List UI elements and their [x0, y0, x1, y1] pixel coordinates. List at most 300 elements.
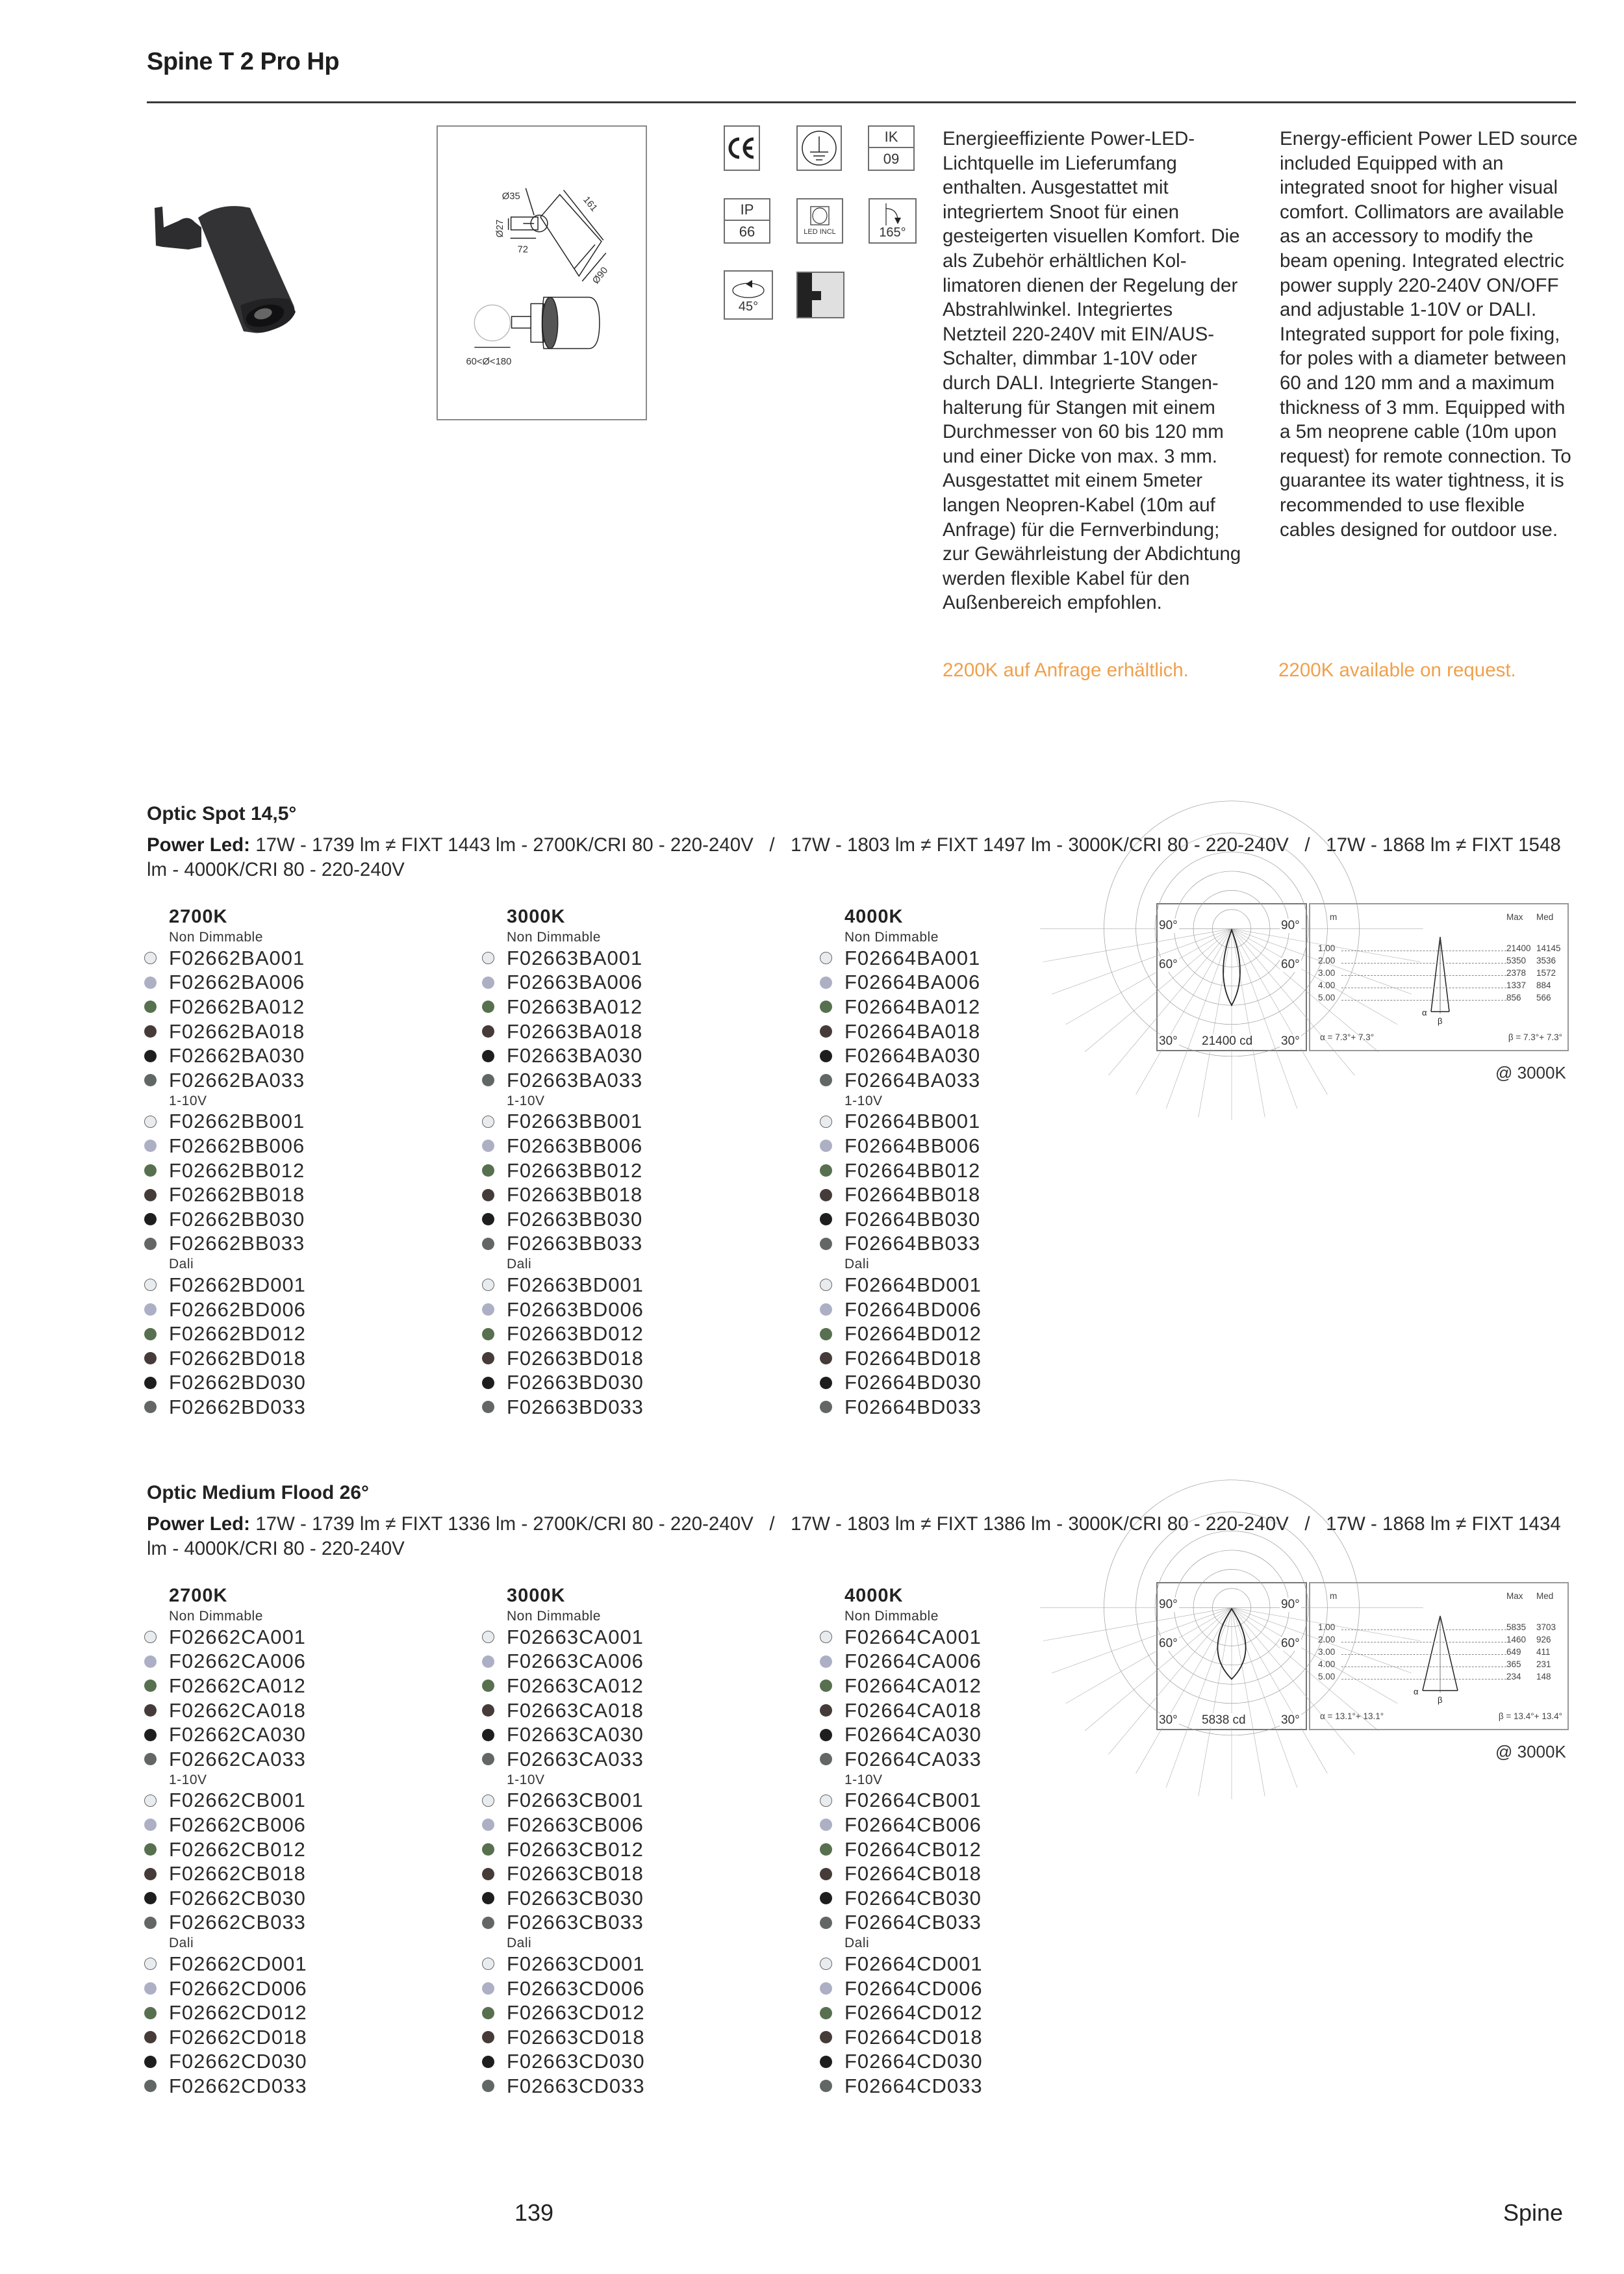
- product-code: F02662BB006: [169, 1134, 305, 1157]
- med-lux-value: 926: [1536, 1635, 1551, 1644]
- product-code: F02663BD030: [507, 1371, 644, 1394]
- product-code: F02662CB012: [169, 1837, 306, 1861]
- color-swatch-icon: [820, 2007, 832, 2019]
- color-swatch-icon: [482, 1116, 494, 1128]
- product-code-row: [144, 1625, 469, 1650]
- product-code-row: [820, 1722, 1145, 1747]
- color-swatch-icon: [820, 1303, 832, 1316]
- color-swatch-icon: [482, 1189, 494, 1201]
- product-code-row: [482, 2000, 807, 2025]
- color-swatch-icon: [482, 1655, 494, 1668]
- color-swatch-icon: [482, 1279, 494, 1291]
- product-code-row: [144, 1747, 469, 1772]
- product-code-row: [482, 1019, 807, 1044]
- color-swatch-icon: [482, 1704, 494, 1717]
- reference-temperature: @ 3000K: [1495, 1063, 1566, 1082]
- color-swatch-icon: [482, 1377, 494, 1389]
- color-swatch-icon: [820, 1164, 832, 1177]
- color-swatch-icon: [820, 1328, 832, 1340]
- med-lux-value: 14145: [1536, 943, 1561, 953]
- product-code: F02662CD018: [169, 2025, 307, 2049]
- product-code-row: [144, 1322, 469, 1346]
- product-code: F02662BD030: [169, 1371, 306, 1394]
- med-lux-value: 231: [1536, 1659, 1551, 1669]
- polar-peak-intensity: 5838 cd: [1202, 1713, 1246, 1727]
- color-swatch-icon: [482, 1868, 494, 1880]
- product-code: F02662BB033: [169, 1232, 305, 1255]
- product-code-row: [144, 1789, 469, 1813]
- product-code-row: [482, 1207, 807, 1232]
- note-2200k-german: 2200K auf Anfrage erhältlich.: [943, 659, 1189, 681]
- product-code: F02664CA030: [844, 1723, 982, 1746]
- polar-label-30-left: 30°: [1159, 1713, 1178, 1727]
- color-swatch-icon: [482, 1050, 494, 1062]
- color-swatch-icon: [144, 1631, 157, 1643]
- product-code: F02663CA030: [507, 1723, 644, 1746]
- protective-earth-icon: [796, 125, 842, 171]
- code-column-3000k: [482, 1583, 807, 2099]
- product-code: F02662BD006: [169, 1297, 306, 1321]
- product-code-row: [820, 1232, 1145, 1257]
- med-lux-value: 1572: [1536, 968, 1556, 978]
- dim-pole: 60<Ø<180: [466, 357, 512, 368]
- product-code-row: [144, 1861, 469, 1886]
- product-code-row: [482, 1273, 807, 1297]
- color-swatch-icon: [482, 1958, 494, 1970]
- footer-brand: Spine: [1503, 2199, 1564, 2226]
- color-swatch-icon: [482, 1328, 494, 1340]
- product-code-row: [820, 2000, 1145, 2025]
- color-swatch-icon: [144, 1352, 157, 1364]
- product-code: F02663BA018: [507, 1019, 643, 1043]
- color-swatch-icon: [482, 1892, 494, 1904]
- color-swatch-icon: [482, 1819, 494, 1831]
- product-code: F02663BA033: [507, 1068, 643, 1092]
- max-lux-value: 1460: [1506, 1635, 1527, 1644]
- dimming-group-label: Non Dimmable: [507, 930, 601, 945]
- color-swatch-icon: [820, 1140, 832, 1152]
- product-code: F02664BD006: [844, 1297, 982, 1321]
- svg-text:α: α: [1422, 1008, 1427, 1017]
- product-code: F02663BB018: [507, 1183, 643, 1207]
- product-code-row: [482, 1297, 807, 1322]
- product-code: F02663BD001: [507, 1273, 644, 1296]
- distance-unit-label: m: [1330, 912, 1338, 922]
- distance-unit-label: m: [1330, 1591, 1338, 1601]
- dimming-group-label: Dali: [844, 1935, 870, 1951]
- product-code-row: [144, 1722, 469, 1747]
- product-code-row: [144, 1158, 469, 1183]
- dimming-group-label: Non Dimmable: [169, 930, 263, 945]
- product-code-row: [144, 1886, 469, 1911]
- product-code-row: [482, 1861, 807, 1886]
- color-swatch-icon: [820, 1704, 832, 1717]
- color-swatch-icon: [820, 2080, 832, 2092]
- product-code: F02662CD012: [169, 2001, 307, 2025]
- color-swatch-icon: [144, 1843, 157, 1856]
- color-swatch-icon: [482, 2031, 494, 2043]
- max-lux-value: 856: [1506, 993, 1521, 1003]
- illuminance-row: [1318, 993, 1565, 1005]
- dimming-group-label: Dali: [169, 1257, 194, 1272]
- polar-label-60-right: 60°: [1281, 958, 1300, 971]
- product-code-row: [144, 1297, 469, 1322]
- product-code: F02663CD001: [507, 1952, 645, 1975]
- max-lux-value: 5835: [1506, 1622, 1527, 1632]
- ip-rating-badge: IP 66: [724, 198, 770, 244]
- product-code-row: [482, 1813, 807, 1837]
- product-code: F02663CA006: [507, 1650, 644, 1673]
- power-led-values: 17W - 1739 lm ≠ FIXT 1336 lm - 2700K/CRI 80 - 220-240V / 17W - 1803 lm ≠ FIXT 1386 lm - 3000K/CRI 80 - 220-240V / 17W - 1868 lm ≠ FIXT 1434 lm - 4000K/CRI 80 - 220-240V: [147, 1513, 1566, 1559]
- product-code-row: [144, 1911, 469, 1935]
- beta-angle: β = 13.4°+ 13.4°: [1498, 1711, 1562, 1721]
- color-swatch-icon: [820, 1352, 832, 1364]
- product-code-row: [144, 946, 469, 971]
- distance-value: 2.00: [1318, 1635, 1336, 1644]
- product-code-row: [482, 1789, 807, 1813]
- product-code: F02664CD018: [844, 2025, 983, 2049]
- product-code: F02664BA033: [844, 1068, 981, 1092]
- dimming-group-label: Dali: [169, 1935, 194, 1951]
- dim-d35: Ø35: [501, 191, 520, 202]
- reference-temperature: @ 3000K: [1495, 1742, 1566, 1761]
- color-swatch-icon: [144, 1982, 157, 1995]
- product-code-row: [144, 1182, 469, 1207]
- product-code: F02662BA018: [169, 1019, 305, 1043]
- color-swatch-icon: [482, 1303, 494, 1316]
- product-code: F02663BB006: [507, 1134, 643, 1157]
- color-swatch-icon: [482, 977, 494, 989]
- product-code-row: [820, 1837, 1145, 1862]
- max-lux-value: 2378: [1506, 968, 1527, 978]
- product-code-row: [482, 1232, 807, 1257]
- product-code-row: [820, 1158, 1145, 1183]
- dim-d90: Ø90: [590, 265, 611, 287]
- product-code: F02664CB006: [844, 1813, 982, 1836]
- product-code: F02662CA006: [169, 1650, 306, 1673]
- power-led-spec: [147, 833, 1576, 882]
- product-code-row: [144, 1110, 469, 1134]
- product-code: F02664CD030: [844, 2050, 983, 2073]
- product-code: F02664BD001: [844, 1273, 982, 1296]
- dimming-group-label: Non Dimmable: [169, 1609, 263, 1624]
- dimming-group-label: 1-10V: [169, 1772, 207, 1787]
- color-swatch-icon: [144, 1025, 157, 1038]
- product-code-row: [820, 1207, 1145, 1232]
- title-divider: [147, 101, 1576, 103]
- color-swatch-icon: [820, 1279, 832, 1291]
- product-code: F02662CA033: [169, 1747, 306, 1770]
- product-code-row: [820, 1861, 1145, 1886]
- color-swatch-icon: [144, 1655, 157, 1668]
- product-code-row: [820, 1976, 1145, 2001]
- product-code: F02662CA012: [169, 1674, 306, 1697]
- color-swatch-icon: [820, 1189, 832, 1201]
- color-swatch-icon: [144, 1279, 157, 1291]
- color-swatch-icon: [144, 952, 157, 964]
- product-code-row: [144, 995, 469, 1019]
- product-code: F02662CB018: [169, 1862, 306, 1885]
- alpha-angle: α = 13.1°+ 13.1°: [1320, 1711, 1384, 1721]
- tilt-arrow-icon: 165°: [869, 198, 917, 244]
- product-code-row: [820, 1813, 1145, 1837]
- product-code: F02664BB030: [844, 1207, 981, 1231]
- product-code-row: [144, 1976, 469, 2001]
- product-code: F02663CB030: [507, 1886, 644, 1910]
- product-code-row: [482, 1747, 807, 1772]
- product-code: F02664CD001: [844, 1952, 983, 1975]
- product-code-row: [482, 1650, 807, 1674]
- illuminance-row: [1318, 1635, 1565, 1647]
- max-column-header: Max: [1506, 912, 1523, 922]
- color-swatch-icon: [144, 2007, 157, 2019]
- color-swatch-icon: [820, 1050, 832, 1062]
- page-number: 139: [514, 2199, 554, 2226]
- product-code-row: [482, 1068, 807, 1093]
- dimming-group-label: Dali: [844, 1257, 870, 1272]
- color-swatch-icon: [482, 1213, 494, 1225]
- product-code: F02664CA006: [844, 1650, 982, 1673]
- color-swatch-icon: [820, 1917, 832, 1929]
- color-swatch-icon: [482, 1982, 494, 1995]
- polar-label-90-left: 90°: [1159, 919, 1178, 932]
- product-code-row: [820, 1911, 1145, 1935]
- product-code-row: [820, 1371, 1145, 1396]
- color-swatch-icon: [144, 1753, 157, 1765]
- code-column-4000k: [820, 904, 1145, 1420]
- color-swatch-icon: [820, 1401, 832, 1413]
- product-code-row: [144, 1207, 469, 1232]
- dim-w72: 72: [517, 244, 528, 255]
- optic-title: Optic Medium Flood 26°: [147, 1482, 370, 1503]
- distance-value: 2.00: [1318, 956, 1336, 965]
- note-2200k-english: 2200K available on request.: [1278, 659, 1516, 681]
- product-code-row: [482, 1158, 807, 1183]
- color-swatch-icon: [144, 1116, 157, 1128]
- product-code-row: [820, 1952, 1145, 1976]
- product-code-row: [144, 1068, 469, 1093]
- polar-peak-intensity: 21400 cd: [1202, 1034, 1253, 1048]
- product-code-row: [820, 1068, 1145, 1093]
- product-code: F02663CD030: [507, 2050, 645, 2073]
- product-code-row: [144, 1395, 469, 1420]
- color-swatch-icon: [144, 1074, 157, 1086]
- max-lux-value: 21400: [1506, 943, 1531, 953]
- product-code: F02663CB012: [507, 1837, 644, 1861]
- product-code: F02662CB006: [169, 1813, 306, 1836]
- rotate-arrow-icon: 45°: [724, 270, 773, 320]
- ce-mark-icon: [724, 125, 760, 171]
- product-code-row: [482, 1976, 807, 2001]
- product-code-row: [144, 1232, 469, 1257]
- dimming-group-label: 1-10V: [507, 1772, 545, 1787]
- product-code: F02664CA012: [844, 1674, 982, 1697]
- polar-label-90-right: 90°: [1281, 919, 1300, 932]
- description-english: Energy-efficient Power LED source included Equipped with an integrated snoot for higher visual comfort. Collimators are available as an accessory to modify the beam opening. Integrated electric power supply 220-240V ON/OFF and adjustable 1-10V or DALI. Integrated support for pole fixing, for poles with a diameter between 60 and 120 mm and a maximum thickness of 3 mm. Equipped with a 5m neoprene cable (10m upon request) for remote connection. To guarantee its water tightness, it is recommended to use flexible cables designed for outdoor use.: [1280, 128, 1578, 541]
- product-code-row: [144, 2050, 469, 2075]
- med-column-header: Med: [1536, 1591, 1554, 1601]
- color-swatch-icon: [144, 2080, 157, 2092]
- product-code: F02662CA001: [169, 1625, 306, 1648]
- product-code-row: [820, 1886, 1145, 1911]
- product-code: F02664BA001: [844, 946, 981, 969]
- max-lux-value: 234: [1506, 1672, 1521, 1681]
- color-temperature-heading: 2700K: [169, 1585, 228, 1606]
- illuminance-row: [1318, 968, 1565, 980]
- optic-title: Optic Spot 14,5°: [147, 803, 297, 824]
- color-swatch-icon: [144, 977, 157, 989]
- dimming-group-label: Non Dimmable: [844, 930, 939, 945]
- product-code: F02663BD012: [507, 1322, 644, 1346]
- illuminance-row: [1318, 956, 1565, 968]
- max-column-header: Max: [1506, 1591, 1523, 1601]
- product-code-row: [820, 1019, 1145, 1044]
- product-code-row: [820, 1322, 1145, 1346]
- distance-value: 3.00: [1318, 1647, 1336, 1657]
- product-code: F02663CB001: [507, 1789, 644, 1812]
- product-code: F02663BA006: [507, 971, 643, 994]
- color-swatch-icon: [144, 1001, 157, 1013]
- product-code: F02663CD033: [507, 2074, 645, 2097]
- dimming-group-label: 1-10V: [169, 1093, 207, 1108]
- product-code: F02664CD033: [844, 2074, 983, 2097]
- product-code: F02663CA012: [507, 1674, 644, 1697]
- illuminance-row: [1318, 1647, 1565, 1659]
- color-swatch-icon: [482, 1025, 494, 1038]
- product-code-row: [482, 2074, 807, 2099]
- product-code: F02662BA012: [169, 995, 305, 1018]
- color-swatch-icon: [820, 1631, 832, 1643]
- product-code: F02663CB018: [507, 1862, 644, 1885]
- product-code-row: [820, 971, 1145, 995]
- polar-label-30-right: 30°: [1281, 1034, 1300, 1048]
- product-code-row: [144, 1346, 469, 1371]
- beta-angle: β = 7.3°+ 7.3°: [1508, 1032, 1562, 1042]
- color-swatch-icon: [820, 1655, 832, 1668]
- polar-label-90-right: 90°: [1281, 1598, 1300, 1611]
- product-code: F02663CD006: [507, 1976, 645, 2000]
- product-code-row: [482, 1625, 807, 1650]
- product-code-row: [144, 2000, 469, 2025]
- color-swatch-icon: [482, 1074, 494, 1086]
- color-swatch-icon: [820, 1238, 832, 1250]
- product-code: F02664CB030: [844, 1886, 982, 1910]
- power-led-label: Power Led:: [147, 834, 250, 856]
- color-swatch-icon: [144, 1238, 157, 1250]
- product-code-row: [820, 1273, 1145, 1297]
- color-temperature-heading: 2700K: [169, 906, 228, 927]
- product-code-row: [482, 1110, 807, 1134]
- product-code: F02662BB001: [169, 1110, 305, 1133]
- product-code-row: [144, 1674, 469, 1698]
- product-code: F02662BD001: [169, 1273, 306, 1296]
- polar-label-60-right: 60°: [1281, 1637, 1300, 1650]
- illuminance-cone-table: [1309, 903, 1569, 1051]
- color-swatch-icon: [820, 1753, 832, 1765]
- product-code-row: [820, 1297, 1145, 1322]
- product-code: F02662CB030: [169, 1886, 306, 1910]
- technical-drawing: [437, 125, 647, 420]
- distance-value: 1.00: [1318, 1622, 1336, 1632]
- polar-label-30-right: 30°: [1281, 1713, 1300, 1727]
- product-code: F02664CA001: [844, 1625, 982, 1648]
- svg-text:β: β: [1438, 1016, 1443, 1026]
- product-code-row: [820, 1698, 1145, 1723]
- med-column-header: Med: [1536, 912, 1554, 922]
- color-swatch-icon: [144, 1140, 157, 1152]
- product-code-row: [144, 1019, 469, 1044]
- color-swatch-icon: [144, 1819, 157, 1831]
- svg-text:β: β: [1438, 1695, 1443, 1705]
- product-code-row: [144, 1837, 469, 1862]
- color-swatch-icon: [820, 1377, 832, 1389]
- color-temperature-heading: 4000K: [844, 1585, 904, 1606]
- power-led-label: Power Led:: [147, 1513, 250, 1535]
- product-code: F02663BA001: [507, 946, 643, 969]
- color-swatch-icon: [144, 2031, 157, 2043]
- color-swatch-icon: [482, 1631, 494, 1643]
- product-code-row: [144, 1043, 469, 1068]
- product-code: F02663CB006: [507, 1813, 644, 1836]
- color-swatch-icon: [144, 1401, 157, 1413]
- dimming-group-label: 1-10V: [844, 1772, 883, 1787]
- color-swatch-icon: [144, 1892, 157, 1904]
- product-code-row: [820, 1650, 1145, 1674]
- color-swatch-icon: [820, 1958, 832, 1970]
- color-swatch-icon: [482, 1238, 494, 1250]
- product-code-row: [482, 1674, 807, 1698]
- product-code-row: [820, 1346, 1145, 1371]
- product-code-row: [820, 1789, 1145, 1813]
- product-code: F02662BD018: [169, 1346, 306, 1370]
- color-swatch-icon: [144, 1050, 157, 1062]
- product-code-row: [482, 2025, 807, 2050]
- product-code: F02663BA012: [507, 995, 643, 1018]
- product-code: F02664CB012: [844, 1837, 982, 1861]
- product-code-row: [482, 1698, 807, 1723]
- product-code-row: [820, 1134, 1145, 1158]
- product-code-row: [482, 1346, 807, 1371]
- color-swatch-icon: [820, 1680, 832, 1692]
- power-led-spec: [147, 1512, 1576, 1561]
- product-code-row: [144, 971, 469, 995]
- product-code: F02663CA033: [507, 1747, 644, 1770]
- ik-rating-badge: IK 09: [868, 125, 915, 171]
- color-swatch-icon: [820, 1001, 832, 1013]
- product-code: F02663BD018: [507, 1346, 644, 1370]
- product-code: F02662BB012: [169, 1158, 305, 1182]
- product-code: F02664CB033: [844, 1911, 982, 1934]
- color-swatch-icon: [482, 1795, 494, 1807]
- product-code-row: [482, 1911, 807, 1935]
- product-code-row: [144, 1650, 469, 1674]
- color-temperature-heading: 3000K: [507, 906, 566, 927]
- product-code-row: [820, 2025, 1145, 2050]
- color-swatch-icon: [820, 1892, 832, 1904]
- product-code-row: [482, 1043, 807, 1068]
- color-swatch-icon: [144, 1917, 157, 1929]
- dim-d27: Ø27: [494, 219, 505, 238]
- product-code: F02662CA018: [169, 1698, 306, 1722]
- product-code: F02663BA030: [507, 1044, 643, 1067]
- color-swatch-icon: [482, 1140, 494, 1152]
- product-code: F02662BD012: [169, 1322, 306, 1346]
- product-code-row: [482, 971, 807, 995]
- dimming-group-label: Dali: [507, 1935, 532, 1951]
- color-swatch-icon: [820, 1982, 832, 1995]
- product-code: F02664BB012: [844, 1158, 981, 1182]
- polar-label-30-left: 30°: [1159, 1034, 1178, 1048]
